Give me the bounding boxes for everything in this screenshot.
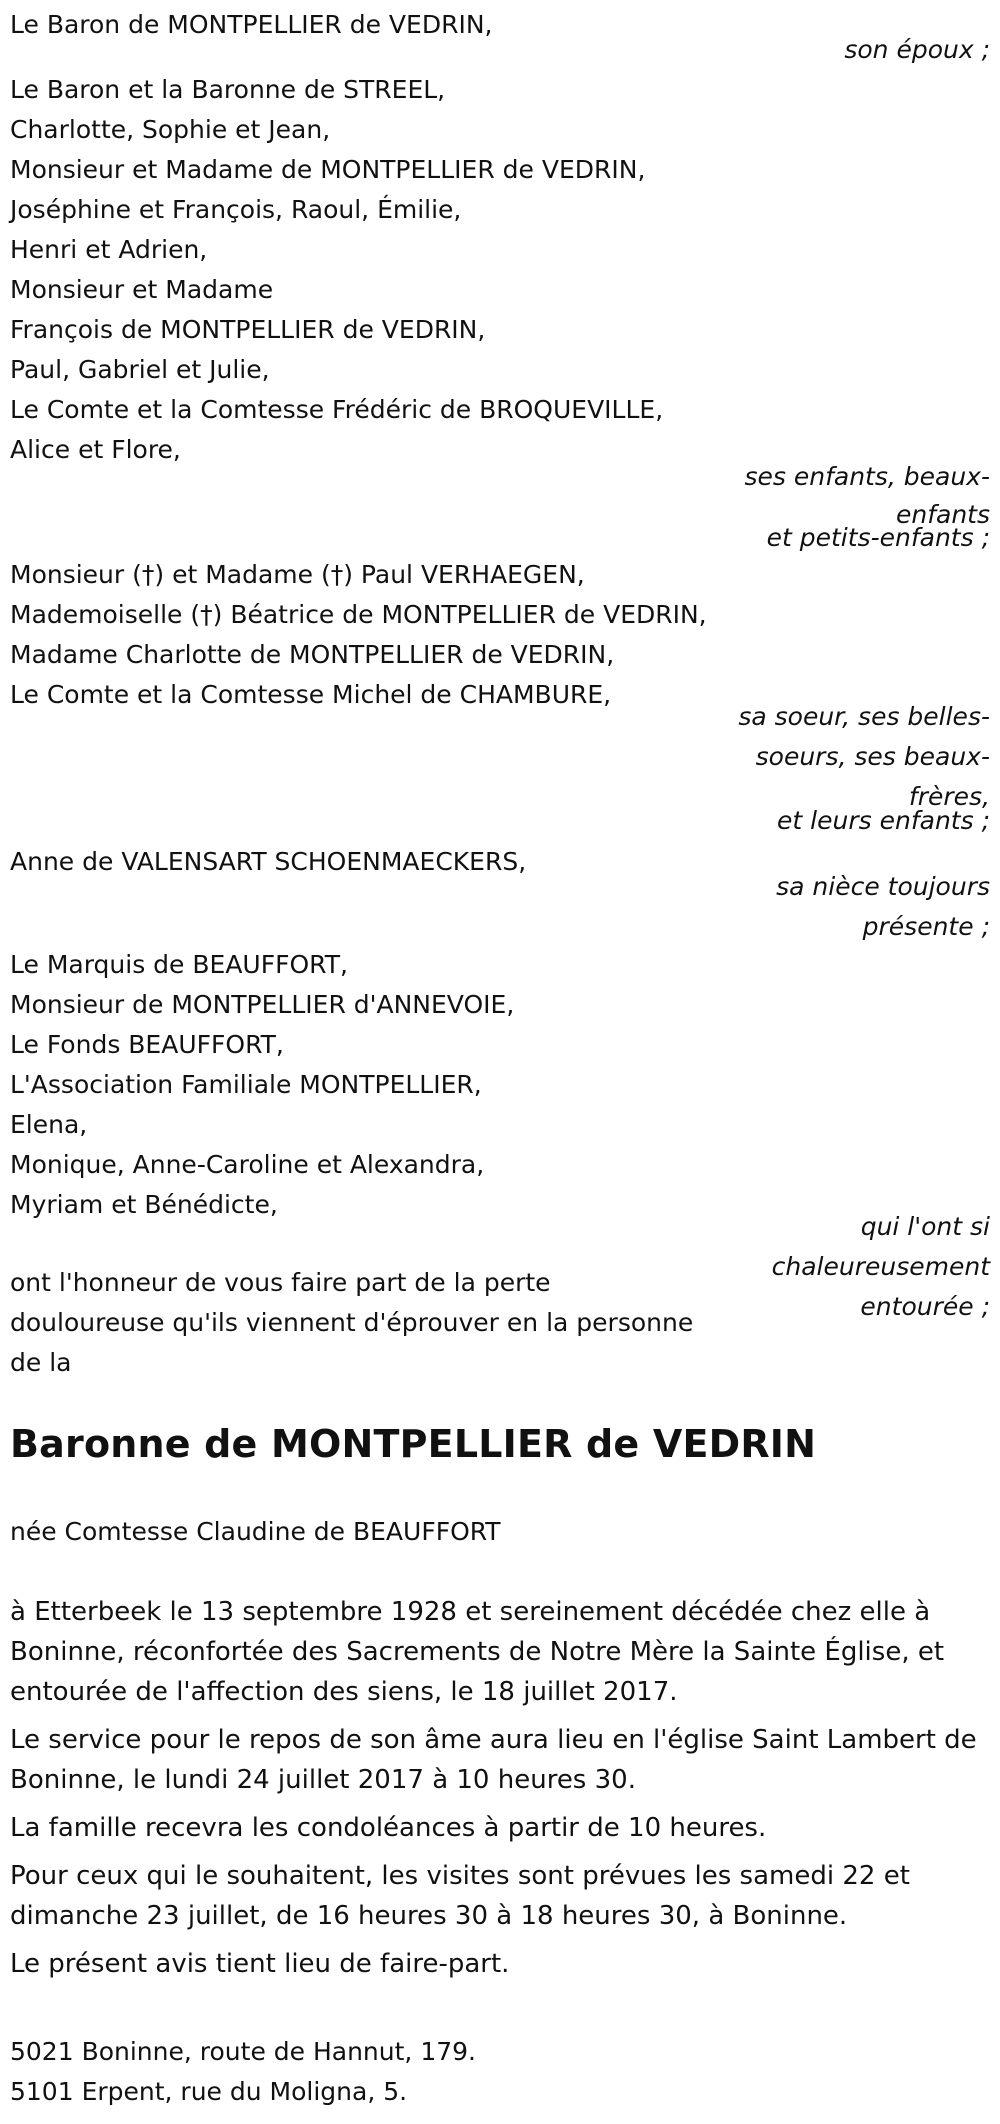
addresses (10, 2032, 476, 2112)
husband-role: son époux ; (844, 35, 990, 64)
list-item: Madame Charlotte de MONTPELLIER de VEDRIN, (10, 640, 615, 669)
list-item: Le Fonds BEAUFFORT, (10, 1030, 284, 1059)
list-item: Monsieur et Madame de MONTPELLIER de VEDRIN, (10, 155, 646, 184)
husband-line: Le Baron de MONTPELLIER de VEDRIN, (10, 10, 493, 39)
others-list (10, 945, 514, 1225)
announcement-line: douloureuse qu'ils viennent d'éprouver en la personne (10, 1308, 694, 1337)
siblings-role-4: et leurs enfants ; (777, 806, 990, 835)
announcement-line: ont l'honneur de vous faire part de la perte (10, 1268, 551, 1297)
address-line: 5101 Erpent, rue du Moligna, 5. (10, 2077, 408, 2106)
address-line: 5021 Boninne, route de Hannut, 179. (10, 2037, 476, 2066)
list-item: François de MONTPELLIER de VEDRIN, (10, 315, 486, 344)
niece-line: Anne de VALENSART SCHOENMAECKERS, (10, 847, 527, 876)
list-item: Le Comte et la Comtesse Michel de CHAMBURE, (10, 680, 612, 709)
siblings-role-2: soeurs, ses beaux- (755, 742, 990, 771)
others-role-2: chaleureusement (771, 1252, 990, 1281)
list-item: Monique, Anne-Caroline et Alexandra, (10, 1150, 485, 1179)
list-item: Monsieur et Madame (10, 275, 274, 304)
detail-paragraph: à Etterbeek le 13 septembre 1928 et sereinement décédée chez elle à Boninne, réconfortée des Sacrements de Notre Mère la Sainte Église, et entourée de l'affection des siens, le 18 juillet 2017. (10, 1597, 945, 1707)
siblings-list (10, 555, 707, 715)
list-item: Le Comte et la Comtesse Frédéric de BROQUEVILLE, (10, 395, 664, 424)
children-list (10, 70, 663, 470)
list-item: Le Marquis de BEAUFFORT, (10, 950, 348, 979)
deceased-name: Baronne de MONTPELLIER de VEDRIN (10, 1422, 817, 1466)
list-item: Henri et Adrien, (10, 235, 208, 264)
children-role-2: enfants (895, 500, 990, 529)
siblings-role-3: frères, (908, 782, 990, 811)
detail-paragraph: Le service pour le repos de son âme aura lieu en l'église Saint Lambert de Boninne, le lundi 24 juillet 2017 à 10 heures 30. (10, 1725, 977, 1795)
announcement (10, 1263, 693, 1383)
children-role-1: ses enfants, beaux- (744, 462, 990, 491)
list-item: Monsieur de MONTPELLIER d'ANNEVOIE, (10, 990, 515, 1019)
niece-role-2: présente ; (862, 912, 990, 941)
list-item: L'Association Familiale MONTPELLIER, (10, 1070, 482, 1099)
others-role-3: entourée ; (860, 1292, 990, 1321)
detail-paragraph: Le présent avis tient lieu de faire-part. (10, 1949, 510, 1979)
list-item: Elena, (10, 1110, 88, 1139)
list-item: Paul, Gabriel et Julie, (10, 355, 270, 384)
list-item: Monsieur (†) et Madame (†) Paul VERHAEGEN, (10, 560, 585, 589)
birth-name: née Comtesse Claudine de BEAUFFORT (10, 1517, 501, 1546)
children-role-3: et petits-enfants ; (766, 523, 990, 552)
list-item: Alice et Flore, (10, 435, 181, 464)
siblings-role-1: sa soeur, ses belles- (738, 702, 990, 731)
detail-paragraph: Pour ceux qui le souhaitent, les visites sont prévues les samedi 22 et dimanche 23 juillet, de 16 heures 30 à 18 heures 30, à Boninne. (10, 1861, 910, 1931)
detail-paragraph: La famille recevra les condoléances à partir de 10 heures. (10, 1813, 767, 1843)
details (10, 1592, 980, 1984)
announcement-line: de la (10, 1348, 72, 1377)
list-item: Joséphine et François, Raoul, Émilie, (10, 195, 462, 224)
list-item: Mademoiselle (†) Béatrice de MONTPELLIER de VEDRIN, (10, 600, 707, 629)
niece-role-1: sa nièce toujours (776, 872, 990, 901)
list-item: Myriam et Bénédicte, (10, 1190, 278, 1219)
others-role-1: qui l'ont si (860, 1212, 990, 1241)
list-item: Charlotte, Sophie et Jean, (10, 115, 331, 144)
list-item: Le Baron et la Baronne de STREEL, (10, 75, 446, 104)
